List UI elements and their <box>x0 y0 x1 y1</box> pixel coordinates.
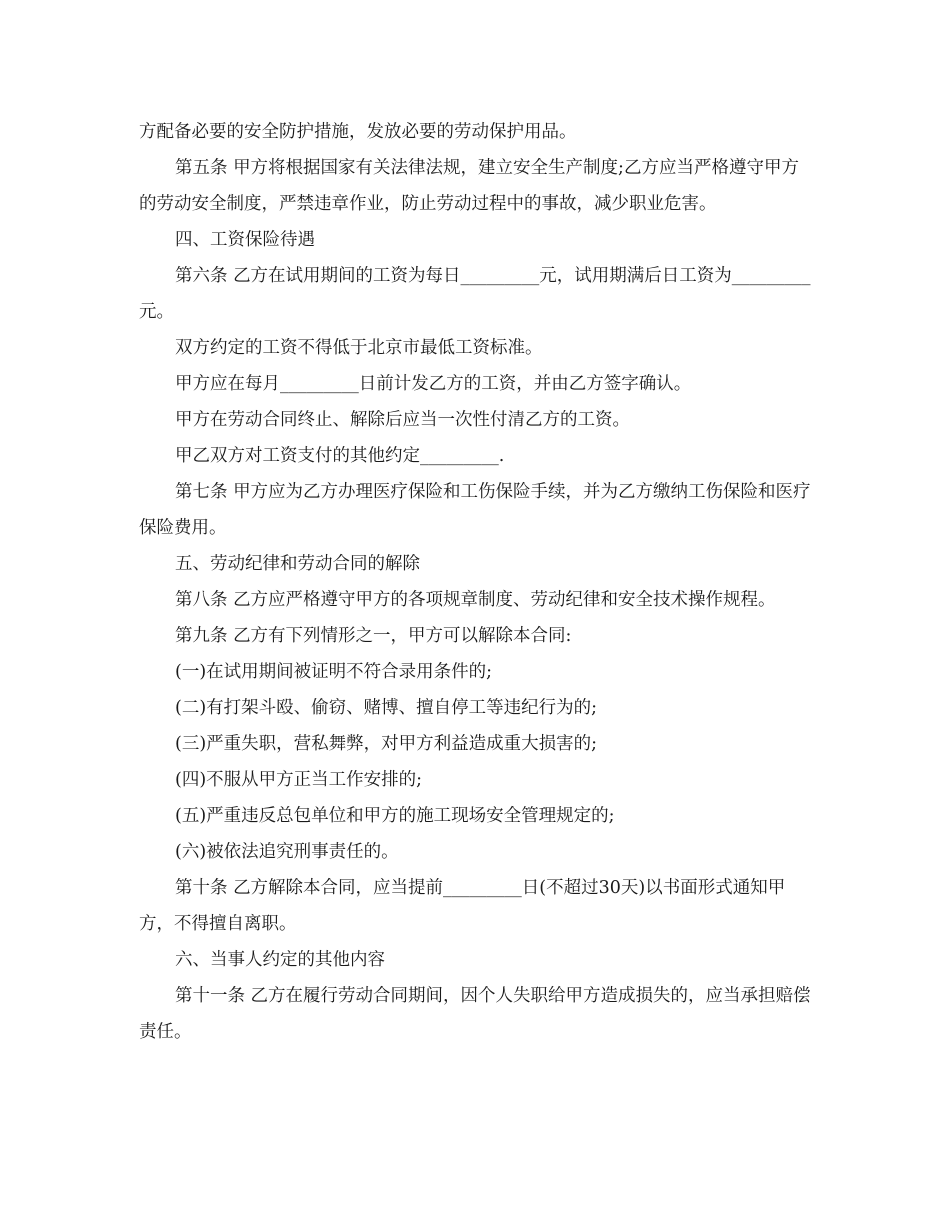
list-item-6: (六)被依法追究刑事责任的。 <box>175 842 399 862</box>
list-item-1: (一)在试用期间被证明不符合录用条件的; <box>175 662 493 682</box>
paragraph-article-6: 第六条 乙方在试用期间的工资为每日_________元，试用期满后日工资为_________元。 <box>139 266 811 322</box>
paragraph-other-pay-terms: 甲乙双方对工资支付的其他约定_________. <box>175 446 505 466</box>
paragraph-article-10: 第十条 乙方解除本合同，应当提前_________日(不超过30天)以书面形式通知甲方，不得擅自离职。 <box>139 878 786 934</box>
paragraph-article-5: 第五条 甲方将根据国家有关法律法规，建立安全生产制度;乙方应当严格遵守甲方的劳动安全制度，严禁违章作业，防止劳动过程中的事故，减少职业危害。 <box>139 158 799 214</box>
paragraph-minimum-wage: 双方约定的工资不得低于北京市最低工资标准。 <box>175 338 543 358</box>
document-body <box>139 114 815 1050</box>
section-heading-wages-insurance: 四、工资保险待遇 <box>175 230 315 250</box>
paragraph-pay-date: 甲方应在每月_________日前计发乙方的工资，并由乙方签字确认。 <box>175 374 692 394</box>
paragraph-continuation: 方配备必要的安全防护措施，发放必要的劳动保护用品。 <box>139 122 577 142</box>
section-heading-other-terms: 六、当事人约定的其他内容 <box>175 950 385 970</box>
paragraph-article-8: 第八条 乙方应严格遵守甲方的各项规章制度、劳动纪律和安全技术操作规程。 <box>175 590 776 610</box>
paragraph-article-9: 第九条 乙方有下列情形之一，甲方可以解除本合同: <box>175 626 572 646</box>
paragraph-final-pay: 甲方在劳动合同终止、解除后应当一次性付清乙方的工资。 <box>175 410 630 430</box>
paragraph-article-7: 第七条 甲方应为乙方办理医疗保险和工伤保险手续，并为乙方缴纳工伤保险和医疗保险费用。 <box>139 482 811 538</box>
section-heading-discipline-termination: 五、劳动纪律和劳动合同的解除 <box>175 554 420 574</box>
list-item-3: (三)严重失职，营私舞弊，对甲方利益造成重大损害的; <box>175 734 598 754</box>
list-item-4: (四)不服从甲方正当工作安排的; <box>175 770 423 790</box>
list-item-2: (二)有打架斗殴、偷窃、赌博、擅自停工等违纪行为的; <box>175 698 598 718</box>
paragraph-article-11: 第十一条 乙方在履行劳动合同期间，因个人失职给甲方造成损失的，应当承担赔偿责任。 <box>139 986 811 1042</box>
list-item-5: (五)严重违反总包单位和甲方的施工现场安全管理规定的; <box>175 806 615 826</box>
